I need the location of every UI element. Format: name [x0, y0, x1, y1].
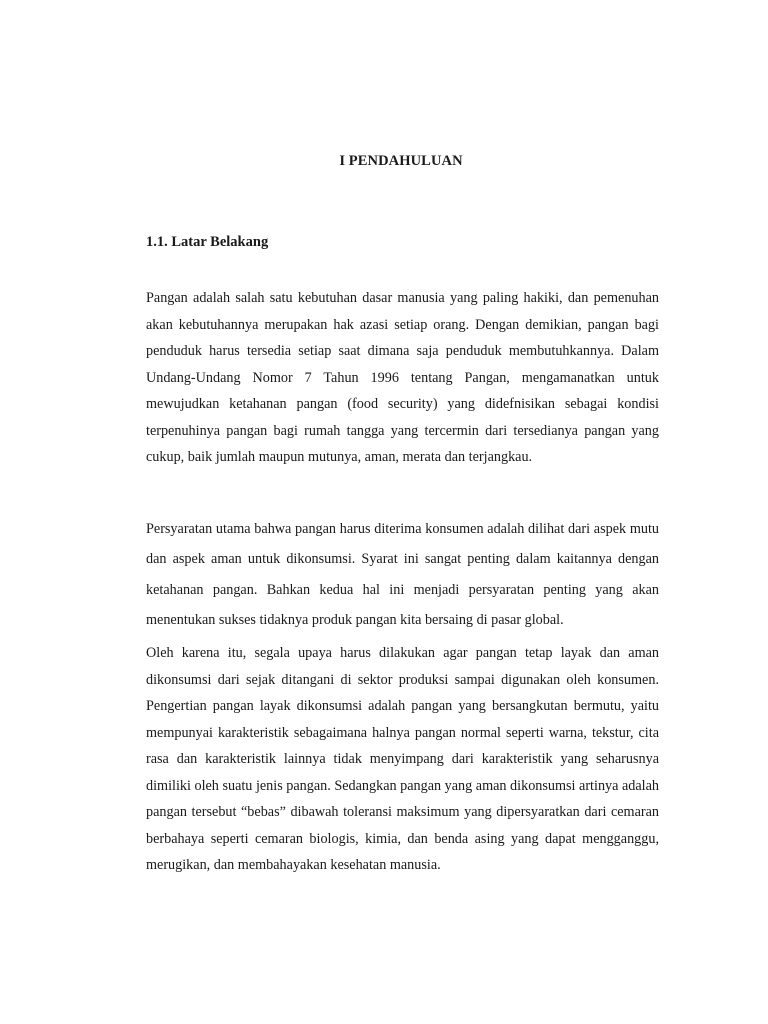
chapter-title: I PENDAHULUAN [339, 153, 463, 169]
paragraph: Pangan adalah salah satu kebutuhan dasar manusia yang paling hakiki, dan pemenuhan akan kebutuhannya merupakan hak azasi setiap orang. Dengan demikian, pangan bagi penduduk harus tersedia setiap saat dimana saja penduduk membutuhkannya. Dalam Undang-Undang Nomor 7 Tahun 1996 tentang Pangan, mengamanatkan untuk mewujudkan ketahanan pangan (food security) yang didefnisikan sebagai kondisi terpenuhinya pangan bagi rumah tangga yang tercermin dari tersedianya pangan yang cukup, baik jumlah maupun mutunya, aman, merata dan terjangkau. [146, 290, 659, 465]
paragraph: Persyaratan utama bahwa pangan harus diterima konsumen adalah dilihat dari aspek mutu dan aspek aman untuk dikonsumsi. Syarat ini sangat penting dalam kaitannya dengan ketahanan pangan. Bahkan kedua hal ini menjadi persyaratan penting yang akan menentukan sukses tidaknya produk pangan kita bersaing di pasar global. [146, 521, 659, 629]
section-heading: 1.1. Latar Belakang [146, 234, 269, 250]
paragraph: Oleh karena itu, segala upaya harus dilakukan agar pangan tetap layak dan aman dikonsumsi dari sejak ditangani di sektor produksi sampai digunakan oleh konsumen. Pengertian pangan layak dikonsumsi adalah pangan yang bersangkutan bermutu, yaitu mempunyai karakteristik sebagaimana halnya pangan normal seperti warna, tekstur, cita rasa dan karakteristik lainnya tidak menyimpang dari karakteristik yang seharusnya dimiliki oleh suatu jenis pangan. Sedangkan pangan yang aman dikonsumsi artinya adalah pangan tersebut “bebas” dibawah toleransi maksimum yang dipersyaratkan dari cemaran berbahaya seperti cemaran biologis, kimia, dan benda asing yang dapat mengganggu, merugikan, dan membahayakan kesehatan manusia. [146, 645, 659, 873]
